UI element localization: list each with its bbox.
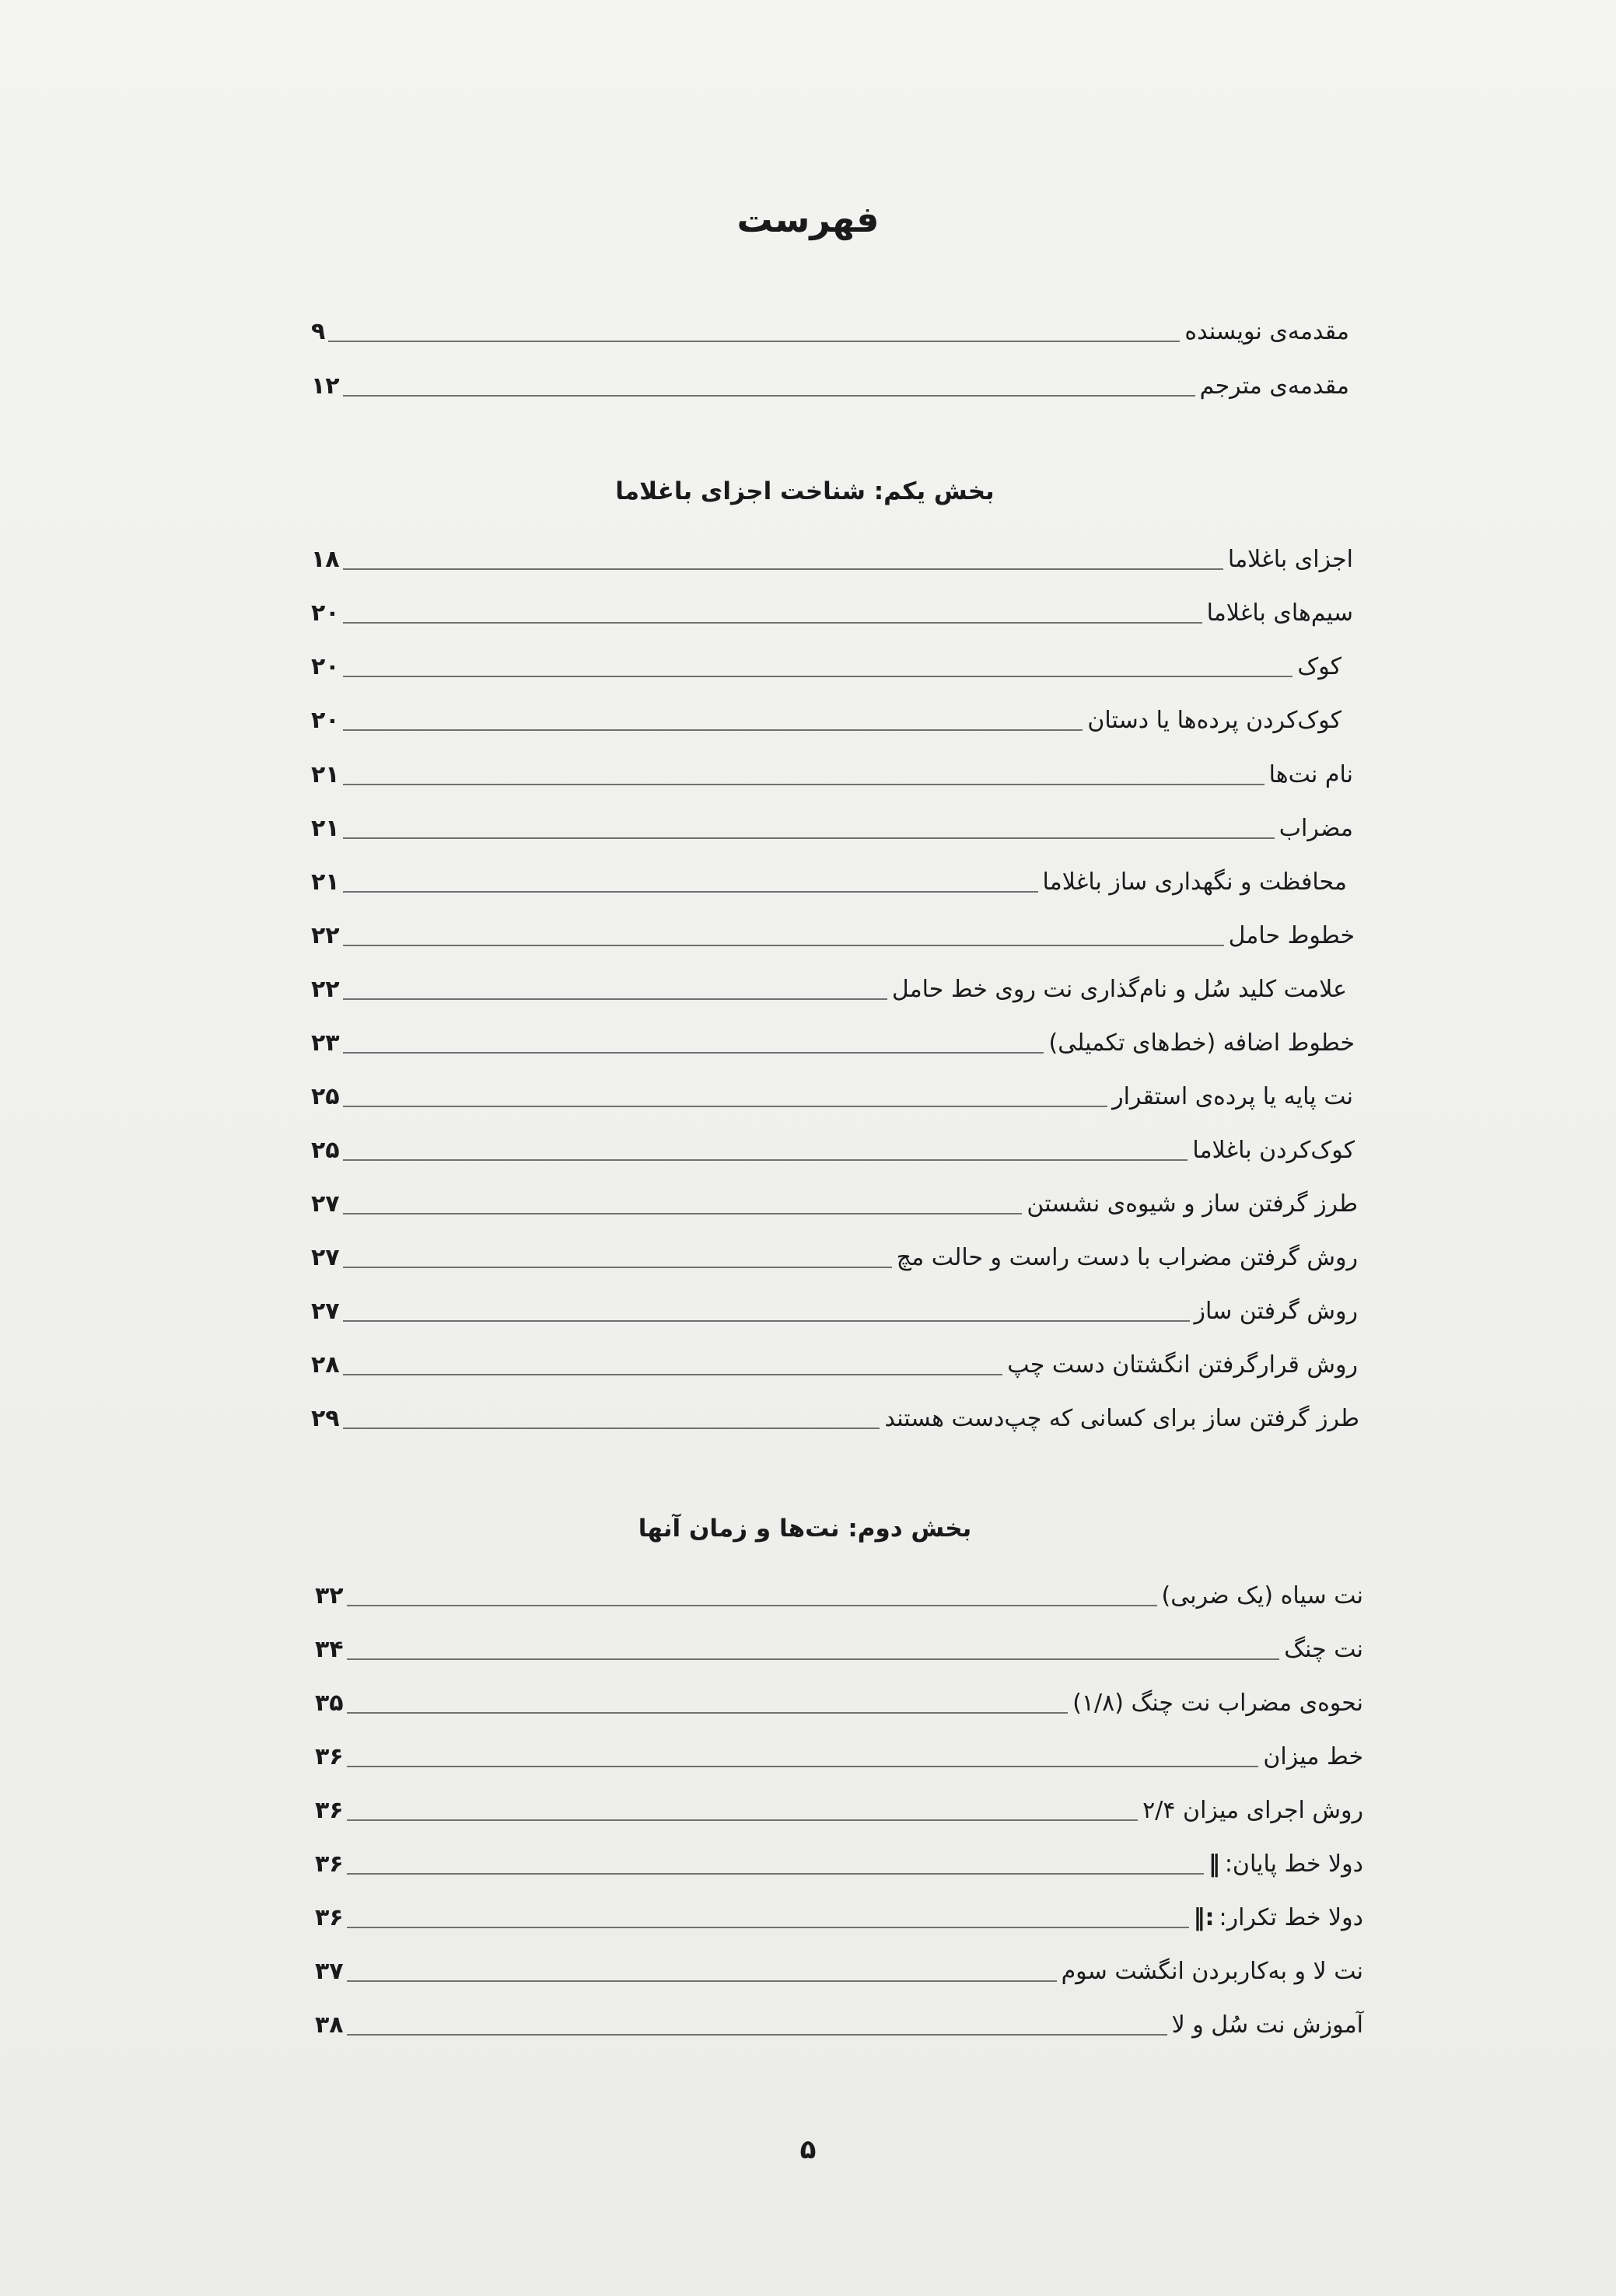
toc-entry [315, 1577, 1363, 1616]
toc-entry-page: ۳۵ [315, 1690, 344, 1717]
leader-line [343, 837, 1275, 839]
toc-entry [311, 863, 1347, 902]
leader-line [343, 676, 1293, 677]
toc-entry-page: ۲۰ [311, 599, 340, 627]
leader-line [343, 729, 1083, 731]
toc-entry [315, 1845, 1363, 1884]
toc-entry-title: روش گرفتن مضراب با دست راست و حالت مچ [896, 1244, 1358, 1271]
toc-entry [311, 1400, 1359, 1438]
toc-entry-title: نت سیاه (یک ضربی) [1161, 1582, 1363, 1609]
section-heading: بخش دوم: نت‌ها و زمان آنها [638, 1515, 972, 1543]
toc-entry [311, 809, 1353, 848]
toc-entry-page: ۱۸ [311, 546, 340, 573]
toc-entry-page: ۲۲ [311, 976, 340, 1003]
leader-line [347, 1873, 1204, 1875]
toc-entry [311, 1185, 1358, 1224]
toc-entry [315, 1952, 1363, 1991]
toc-entry-title: خطوط اضافه (خط‌های تکمیلی) [1048, 1029, 1355, 1057]
leader-line [347, 1712, 1069, 1714]
page-title: فهرست [736, 198, 880, 240]
toc-entry [311, 1024, 1355, 1063]
toc-entry-page: ۳۶ [315, 1850, 344, 1878]
leader-line [343, 1267, 892, 1268]
leader-line [343, 998, 887, 1000]
section-heading: بخش یکم: شناخت اجزای باغلاما [615, 477, 995, 505]
final-barline-icon: ‖ [1208, 1850, 1220, 1878]
toc-entry-title: نام نت‌ها [1268, 761, 1353, 788]
toc-entry-title: علامت کلید سُل و نام‌گذاری نت روی خط حامل [891, 976, 1347, 1003]
toc-entry-title: محافظت و نگهداری ساز باغلاما [1042, 868, 1347, 896]
toc-entry-page: ۳۶ [315, 1743, 344, 1770]
toc-entry-page: ۲۷ [311, 1190, 340, 1218]
toc-entry [311, 1292, 1358, 1331]
toc-entry [311, 594, 1353, 633]
toc-entry-title: مضراب [1278, 815, 1353, 842]
toc-entry-title: نت پایه یا پرده‌ی استقرار [1112, 1083, 1353, 1110]
leader-line [343, 1374, 1003, 1375]
toc-entry-page: ۲۲ [311, 922, 340, 949]
toc-entry-page: ۳۴ [315, 1636, 344, 1663]
leader-line [343, 1052, 1044, 1054]
toc-entry-title: روش گرفتن ساز [1194, 1298, 1358, 1325]
toc-entry [311, 917, 1355, 956]
toc-entry [311, 367, 1349, 406]
leader-line [347, 2034, 1167, 2036]
leader-line [343, 1213, 1023, 1214]
toc-entry-title: کوک‌کردن پرده‌ها یا دستان [1087, 707, 1341, 734]
toc-entry-title: مقدمه‌ی نویسنده [1184, 318, 1349, 345]
toc-entry-page: ۲۱ [311, 761, 340, 788]
toc-entry-title: مقدمه‌ی مترجم [1199, 372, 1349, 400]
toc-entry-page: ۲۱ [311, 815, 340, 842]
leader-line [343, 395, 1195, 397]
toc-entry [311, 1131, 1355, 1170]
toc-entry-page: ۲۳ [311, 1029, 340, 1057]
toc-entry [315, 2006, 1363, 2045]
toc-entry-page: ۲۵ [311, 1137, 340, 1164]
leader-line [328, 341, 1180, 342]
leader-line [343, 1159, 1188, 1161]
toc-entry-title: اجزای باغلاما [1227, 546, 1353, 573]
toc-entry-title: روش قرارگرفتن انگشتان دست چپ [1007, 1351, 1358, 1379]
toc-entry-title: نت لا و به‌کاربردن انگشت سوم [1061, 1958, 1363, 1985]
toc-entry [311, 648, 1341, 687]
toc-entry-title: روش اجرای میزان ۲/۴ [1142, 1797, 1363, 1824]
leader-line [343, 891, 1038, 893]
toc-entry-page: ۲۷ [311, 1298, 340, 1325]
toc-entry-page: ۲۷ [311, 1244, 340, 1271]
leader-line [347, 1980, 1057, 1982]
toc-entry-page: ۲۰ [311, 653, 340, 680]
toc-entry-page: ۲۱ [311, 868, 340, 896]
leader-line [343, 1428, 880, 1429]
toc-entry-title-text: دولا خط پایان: [1224, 1850, 1363, 1878]
toc-entry-title [1189, 1899, 1363, 1938]
toc-entry-page: ۳۶ [315, 1797, 344, 1824]
toc-entry [311, 540, 1353, 579]
toc-entry-page: ۳۷ [315, 1958, 344, 1985]
toc-entry [311, 1346, 1358, 1385]
toc-entry-title: نحوه‌ی مضراب نت چنگ (۱/۸) [1072, 1690, 1363, 1717]
toc-entry-page: ۳۲ [315, 1582, 344, 1609]
toc-entry-title: طرز گرفتن ساز و شیوه‌ی نشستن [1027, 1190, 1358, 1218]
toc-entry-title: سیم‌های باغلاما [1206, 599, 1353, 627]
toc-entry-page: ۳۸ [315, 2011, 344, 2039]
toc-entry [315, 1791, 1363, 1830]
leader-line [347, 1927, 1189, 1928]
toc-entry [311, 970, 1347, 1009]
toc-entry [311, 1078, 1353, 1117]
toc-entry-title: خط میزان [1263, 1743, 1363, 1770]
leader-line [343, 622, 1202, 624]
toc-entry-title: کوک‌کردن باغلاما [1192, 1137, 1355, 1164]
toc-entry-title: کوک [1297, 653, 1341, 680]
toc-entry [315, 1684, 1363, 1723]
toc-entry-title-text: دولا خط تکرار: [1219, 1904, 1363, 1931]
repeat-barline-icon: :‖ [1193, 1904, 1215, 1931]
leader-line [343, 568, 1223, 570]
leader-line [347, 1819, 1139, 1821]
toc-entry-title: خطوط حامل [1228, 922, 1355, 949]
toc-entry-page: ۲۵ [311, 1083, 340, 1110]
toc-entry-title: طرز گرفتن ساز برای کسانی که چپ‌دست هستند [884, 1405, 1359, 1432]
leader-line [343, 784, 1264, 785]
leader-line [343, 1320, 1190, 1322]
toc-entry-page: ۳۶ [315, 1904, 344, 1931]
toc-entry-title [1204, 1845, 1363, 1884]
leader-line [347, 1605, 1157, 1606]
toc-entry-page: ۲۹ [311, 1405, 340, 1432]
leader-line [343, 945, 1224, 946]
toc-entry [315, 1738, 1363, 1777]
toc-entry-page: ۱۲ [311, 372, 340, 400]
toc-entry-page: ۲۸ [311, 1351, 340, 1379]
toc-entry [315, 1630, 1363, 1669]
toc-entry-page: ۹ [311, 318, 326, 345]
toc-entry [311, 313, 1349, 351]
toc-entry-title: نت چنگ [1284, 1636, 1363, 1663]
leader-line [347, 1766, 1259, 1767]
toc-entry [311, 1239, 1358, 1277]
toc-entry-page: ۲۰ [311, 707, 340, 734]
toc-entry [311, 701, 1341, 740]
leader-line [347, 1658, 1280, 1660]
toc-entry [311, 756, 1353, 795]
page-number: ۵ [799, 2134, 817, 2165]
toc-entry-title: آموزش نت سُل و لا [1171, 2011, 1363, 2039]
toc-entry [315, 1899, 1363, 1938]
leader-line [343, 1106, 1107, 1107]
